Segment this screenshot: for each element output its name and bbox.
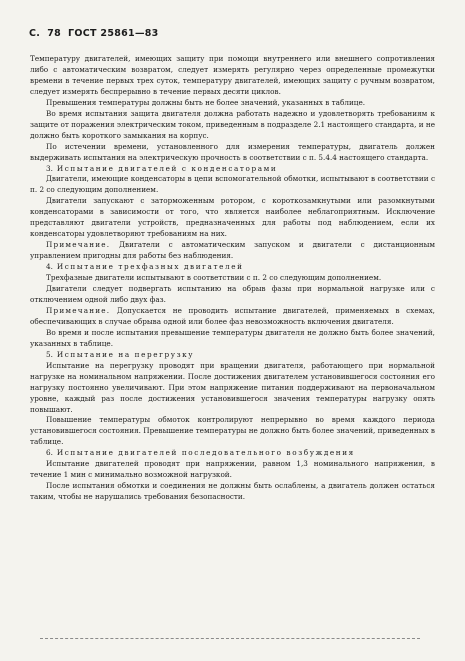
footer-rule [40, 638, 420, 640]
section-heading-6 [30, 448, 435, 459]
document-body [30, 54, 435, 503]
paragraph-series-test: Испытание двигателей проводят при напряжении, равном 1,3 номинального напряжения, в течение 1 мин с минимально возможной нагрузкой. [30, 459, 435, 480]
note-label: Примечание. [46, 305, 111, 315]
paragraph-capacitor-motors: Двигатели, имеющие конденсаторы в цепи вспомогательной обмотки, испытывают в соответствии с п. 2 со следующим дополнением. [30, 174, 435, 195]
note-label: Примечание. [46, 240, 111, 250]
paragraph-three-phase-excess: Во время и после испытания превышение температуры двигателя не должно быть более значений, указанных в таблице. [30, 327, 435, 348]
section-number: 4. [46, 262, 53, 272]
paragraph-overload-monitoring: Повышение температуры обмоток контролируют непрерывно во время каждого периода установившегося состояния. Превышение температуры не должно быть более значений, приведенных в таблице. [30, 415, 435, 447]
paragraph-dielectric-strength: По истечении времени, установленного для измерения температуры, двигатель должен выдерживать испытания на электрическую прочность в соответствии с п. 5.4.4 настоящего стандарта. [30, 141, 435, 162]
paragraph-series-after-test: После испытания обмотки и соединения не должны быть ослаблены, а двигатель должен остаться таким, чтобы не нарушались требования безопасности. [30, 481, 435, 502]
paragraph-phase-loss: Двигатели следует подвергать испытанию на обрыв фазы при нормальной нагрузке или с отключением одной либо двух фаз. [30, 284, 435, 304]
paragraph-locked-rotor: Двигатели запускают с заторможенным ротором, с короткозамкнутыми или разомкнутыми конденсаторами в зависимости от того, что является наиболее неблагоприятным. Исключение представляют двигатели устройств, предназначенных для работы под наблюдением, если их конденсаторы удовлетворяют требованиям на них. [30, 196, 435, 239]
standard-number: ГОСТ 25861—83 [68, 28, 159, 39]
section-heading-4 [30, 262, 435, 273]
section-number: 3. [46, 163, 53, 173]
section-number: 6. [46, 448, 53, 458]
paragraph-excess-limit: Превышения температуры должны быть не более значений, указанных в таблице. [46, 97, 366, 107]
section-heading-3 [30, 164, 435, 175]
note-text: Допускается не проводить испытание двигателей, применяемых в схемах, обеспечивающих в случае обрыва одной или более фаз невозможность включения двигателя. [30, 305, 435, 326]
page-number: 78 [47, 28, 62, 39]
section-heading-5 [30, 350, 435, 361]
note-text: Двигатели с автоматическим запуском и двигатели с дистанционным управлением пригодны для работы без наблюдения. [30, 240, 435, 261]
section-title: Испытание трехфазных двигателей [56, 262, 244, 272]
note-phase-loss [30, 306, 435, 328]
note-automatic-start [30, 240, 435, 262]
section-title: Испытание двигателей последовательного возбуждения [56, 448, 355, 458]
page-letter: С. [29, 28, 41, 39]
section-number: 5. [46, 349, 53, 359]
paragraph-protection-operation: Во время испытания защита двигателя должна работать надежно и удовлетворять требованиям к защите от поражения электрическим током, приведенным в подразделе 2.1 настоящего стандарта, и не должно быть короткого замыкания на корпус. [30, 108, 435, 140]
paragraph-overload-test: Испытание на перегрузку проводят при вращении двигателя, работающего при нормальной нагрузке на номинальном напряжении. После достижения двигателем установившегося состояния его нагрузку постоянно увеличивают. При этом напряжение питания поддерживают на первоначальном уровне, каждый раз после достижения установившегося значения температуры нагрузку опять повышают. [30, 360, 435, 414]
paragraph-three-phase: Трехфазные двигатели испытывают в соответствии с п. 2 со следующим дополнением. [46, 273, 382, 283]
page-header [29, 28, 166, 39]
section-title: Испытание на перегрузку [56, 349, 195, 359]
section-title: Испытание двигателей с конденсаторами [56, 163, 278, 173]
paragraph-temperature-measurement: Температуру двигателей, имеющих защиту при помощи внутреннего или внешнего сопротивления либо с автоматическим возвратом, следует измерять регулярно через определенные промежутки времени в течение первых трех суток, температуру двигателей, имеющих защиту с ручным возвратом, следует измерять беспрерывно в течение первых десяти циклов. [30, 54, 435, 96]
